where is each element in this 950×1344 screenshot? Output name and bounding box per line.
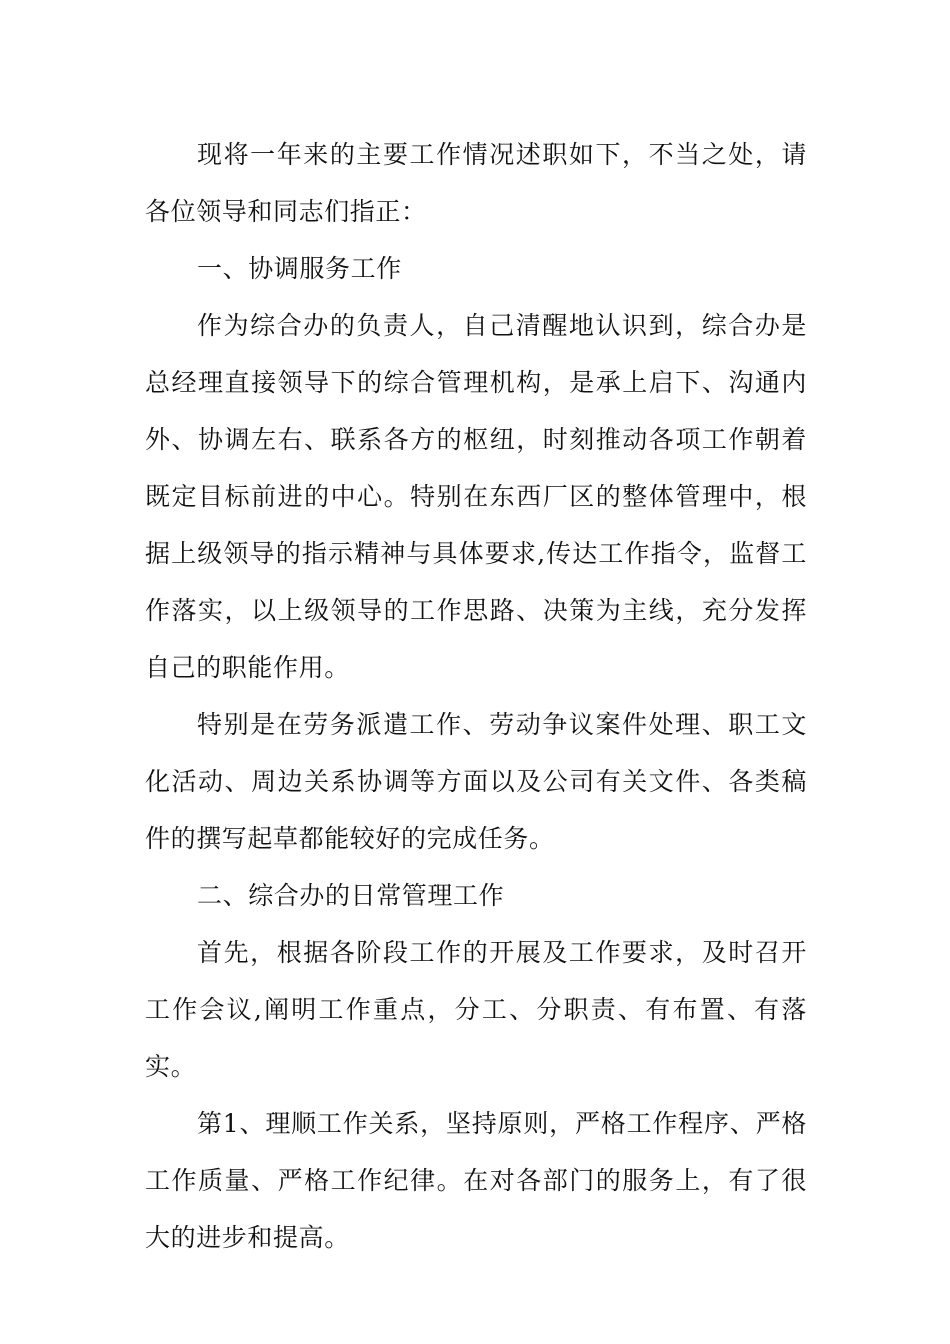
paragraph-intro: 现将一年来的主要工作情况述职如下，不当之处，请各位领导和同志们指正： — [145, 140, 807, 226]
document-body — [145, 126, 807, 1266]
paragraph-work-meetings: 首先，根据各阶段工作的开展及工作要求，及时召开工作会议,阐明工作重点，分工、分职责、有布置、有落实。 — [145, 938, 807, 1081]
section-heading-coordination-service: 一、协调服务工作 — [197, 254, 402, 283]
paragraph-work-relations: 第1、理顺工作关系，坚持原则，严格工作程序、严格工作质量、严格工作纪律。在对各部门的服务上，有了很大的进步和提高。 — [145, 1109, 807, 1252]
section-heading-daily-management: 二、综合办的日常管理工作 — [197, 881, 505, 910]
paragraph-office-role: 作为综合办的负责人，自己清醒地认识到，综合办是总经理直接领导下的综合管理机构，是承上启下、沟通内外、协调左右、联系各方的枢纽，时刻推动各项工作朝着既定目标前进的中心。特别在东西厂区的整体管理中，根据上级领导的指示精神与具体要求,传达工作指令，监督工作落实，以上级领导的工作思路、决策为主线，充分发挥自己的职能作用。 — [145, 311, 807, 682]
paragraph-special-tasks: 特别是在劳务派遣工作、劳动争议案件处理、职工文化活动、周边关系协调等方面以及公司有关文件、各类稿件的撰写起草都能较好的完成任务。 — [145, 710, 807, 853]
